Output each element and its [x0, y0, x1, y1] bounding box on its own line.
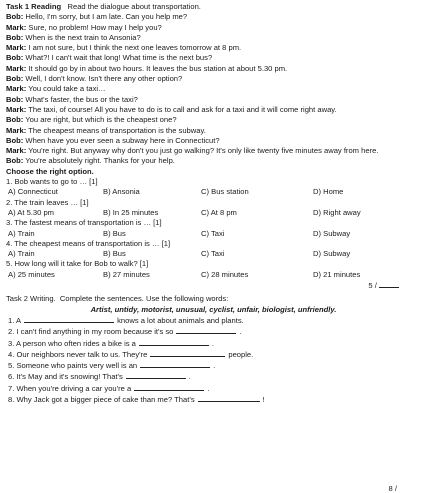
task2-instruction: Complete the sentences. Use the following words:: [59, 294, 229, 304]
answer-option[interactable]: C) 28 minutes: [201, 269, 249, 279]
sentence-item: [6, 360, 421, 371]
sentence-item: [6, 315, 421, 326]
dialogue-line: [6, 74, 421, 84]
answer-blank[interactable]: [134, 383, 204, 391]
sentence-end: .: [207, 383, 210, 393]
dialogue-line: [6, 115, 421, 125]
sentence-start: 8. Why Jack got a bigger piece of cake than me? That's: [8, 394, 195, 404]
sentence-start: 5. Someone who paints very well is an: [8, 361, 138, 371]
dialogue-text: Hello, I'm sorry, but I am late. Can you help me?: [25, 12, 188, 22]
answer-blank[interactable]: [140, 360, 210, 368]
answer-option[interactable]: A) Train: [8, 249, 35, 259]
answer-option[interactable]: D) Subway: [313, 249, 351, 259]
dialogue-line: [6, 105, 421, 115]
answer-blank[interactable]: [126, 371, 186, 379]
dialogue-text: You're right. But anyway why don't you just go walking? It's only like twenty five minutes away from here.: [28, 146, 379, 156]
question-text: 1. Bob wants to go to … [1]: [6, 177, 98, 187]
sentence-end: .: [239, 327, 242, 337]
speaker-name: Bob:: [6, 94, 24, 104]
answer-options: [6, 187, 421, 197]
speaker-name: Mark:: [6, 43, 27, 53]
sentence-end: knows a lot about animals and plants.: [117, 315, 244, 325]
dialogue-text: What?! I can't wait that long! What time is the next bus?: [25, 53, 213, 63]
answer-option[interactable]: C) Taxi: [201, 249, 225, 259]
question-text: 2. The train leaves … [1]: [6, 197, 89, 207]
dialogue-text: Sure, no problem! How may I help you?: [28, 22, 162, 32]
answer-options: [6, 270, 421, 280]
dialogue-line: [6, 64, 421, 74]
dialogue-line: [6, 23, 421, 33]
answer-option[interactable]: C) Bus station: [201, 187, 249, 197]
sentence-end: .: [213, 361, 216, 371]
task1-score: [6, 280, 421, 291]
sentence-item: [6, 326, 421, 337]
task1-instruction: Read the dialogue about transportation.: [67, 2, 201, 11]
answer-option[interactable]: A) Connecticut: [8, 187, 58, 197]
answer-blank[interactable]: [150, 349, 225, 357]
sentence-item: [6, 371, 421, 382]
task1-score-blank[interactable]: [379, 280, 399, 288]
speaker-name: Mark:: [6, 104, 27, 114]
speaker-name: Mark:: [6, 84, 27, 94]
answer-blank[interactable]: [24, 315, 114, 323]
dialogue-line: [6, 95, 421, 105]
sentence-start: 3. A person who often rides a bike is a: [8, 338, 136, 348]
dialogue-text: I am not sure, but I think the next one leaves tomorrow at 8 pm.: [28, 43, 242, 53]
dialogue-text: The taxi, of course! All you have to do is to call and ask for a taxi and it will come right away.: [28, 104, 337, 114]
dialogue-text: What's faster, the bus or the taxi?: [25, 94, 138, 104]
sentence-item: [6, 338, 421, 349]
dialogue-text: It should go by in about two hours. It leaves the bus station at about 5.30 pm.: [28, 63, 288, 73]
answer-option[interactable]: D) Home: [313, 187, 344, 197]
task2-score-label: 8 /: [388, 484, 397, 493]
sentence-start: 2. I can't find anything in my room because it's so: [8, 327, 174, 337]
answer-option[interactable]: D) Right away: [313, 207, 361, 217]
sentence-start: 6. It's May and it's snowing! That's: [8, 372, 123, 382]
answer-option[interactable]: B) Ansonia: [103, 187, 140, 197]
answer-option[interactable]: C) Taxi: [201, 228, 225, 238]
task2-header: [6, 294, 421, 304]
answer-blank[interactable]: [176, 326, 236, 334]
dialogue-text: The cheapest means of transportation is the subway.: [28, 125, 206, 135]
sentence-start: 4. Our neighbors never talk to us. They're: [8, 349, 148, 359]
dialogue-line: [6, 136, 421, 146]
answer-option[interactable]: B) In 25 minutes: [103, 207, 159, 217]
task1-score-label: 5 /: [368, 281, 377, 291]
speaker-name: Bob:: [6, 156, 24, 166]
answer-option[interactable]: A) 25 minutes: [8, 269, 55, 279]
choose-heading: Choose the right option.: [6, 166, 94, 176]
answer-option[interactable]: D) 21 minutes: [313, 269, 361, 279]
dialogue-line: [6, 84, 421, 94]
sentence-item: [6, 383, 421, 394]
answer-option[interactable]: A) Train: [8, 228, 35, 238]
dialogue-text: Well, I don't know. Isn't there any other option?: [25, 74, 183, 84]
speaker-name: Bob:: [6, 135, 24, 145]
dialogue-text: When have you ever seen a subway here in Connecticut?: [25, 135, 220, 145]
sentence-end: people.: [228, 349, 254, 359]
sentence-start: 1. A: [8, 315, 22, 325]
answer-option[interactable]: C) At 8 pm: [201, 207, 237, 217]
dialogue-line: [6, 53, 421, 63]
answer-blank[interactable]: [139, 338, 209, 346]
task2-score: [389, 484, 397, 493]
word-bank: Artist, untidy, motorist, unusual, cyclist, unfair, biologist, unfriendly.: [90, 304, 337, 314]
dialogue-line: [6, 146, 421, 156]
sentence-end: .: [188, 372, 191, 382]
sentence-item: [6, 349, 421, 360]
task2-heading: Task 2 Writing.: [6, 294, 56, 304]
speaker-name: Mark:: [6, 125, 27, 135]
answer-option[interactable]: A) At 5.30 pm: [8, 207, 55, 217]
question-text: 5. How long will it take for Bob to walk? [1]: [6, 259, 149, 269]
question-text: 3. The fastest means of transportation is … [1]: [6, 218, 162, 228]
answer-options: [6, 208, 421, 218]
speaker-name: Bob:: [6, 12, 24, 22]
dialogue-line: [6, 43, 421, 53]
dialogue-text: When is the next train to Ansonia?: [25, 32, 141, 42]
task1-header: [6, 2, 421, 12]
dialogue: [6, 12, 421, 166]
answer-options: [6, 249, 421, 259]
task1-heading: Task 1 Reading: [6, 2, 62, 11]
sentence-item: [6, 394, 421, 405]
question-text: 4. The cheapest means of transportation is … [1]: [6, 238, 171, 248]
sentence-start: 7. When you're driving a car you're a: [8, 383, 132, 393]
answer-blank[interactable]: [198, 394, 260, 402]
sentences-list: [6, 315, 421, 405]
dialogue-text: You could take a taxi…: [28, 84, 106, 94]
answer-option[interactable]: B) Bus: [103, 249, 126, 259]
questions-list: [6, 177, 421, 280]
speaker-name: Bob:: [6, 115, 24, 125]
dialogue-line: [6, 12, 421, 22]
dialogue-line: [6, 156, 421, 166]
sentence-end: .: [211, 338, 215, 348]
answer-option[interactable]: D) Subway: [313, 228, 351, 238]
speaker-name: Bob:: [6, 53, 24, 63]
sentence-end: !: [262, 394, 265, 404]
dialogue-text: You are right, but which is the cheapest one?: [25, 115, 177, 125]
answer-option[interactable]: B) 27 minutes: [103, 269, 150, 279]
answer-options: [6, 229, 421, 239]
dialogue-text: You're absolutely right. Thanks for your help.: [25, 156, 175, 166]
dialogue-line: [6, 33, 421, 43]
speaker-name: Bob:: [6, 32, 24, 42]
speaker-name: Mark:: [6, 63, 27, 73]
speaker-name: Bob:: [6, 74, 24, 84]
speaker-name: Mark:: [6, 146, 27, 156]
speaker-name: Mark:: [6, 22, 27, 32]
answer-option[interactable]: B) Bus: [103, 228, 126, 238]
dialogue-line: [6, 126, 421, 136]
